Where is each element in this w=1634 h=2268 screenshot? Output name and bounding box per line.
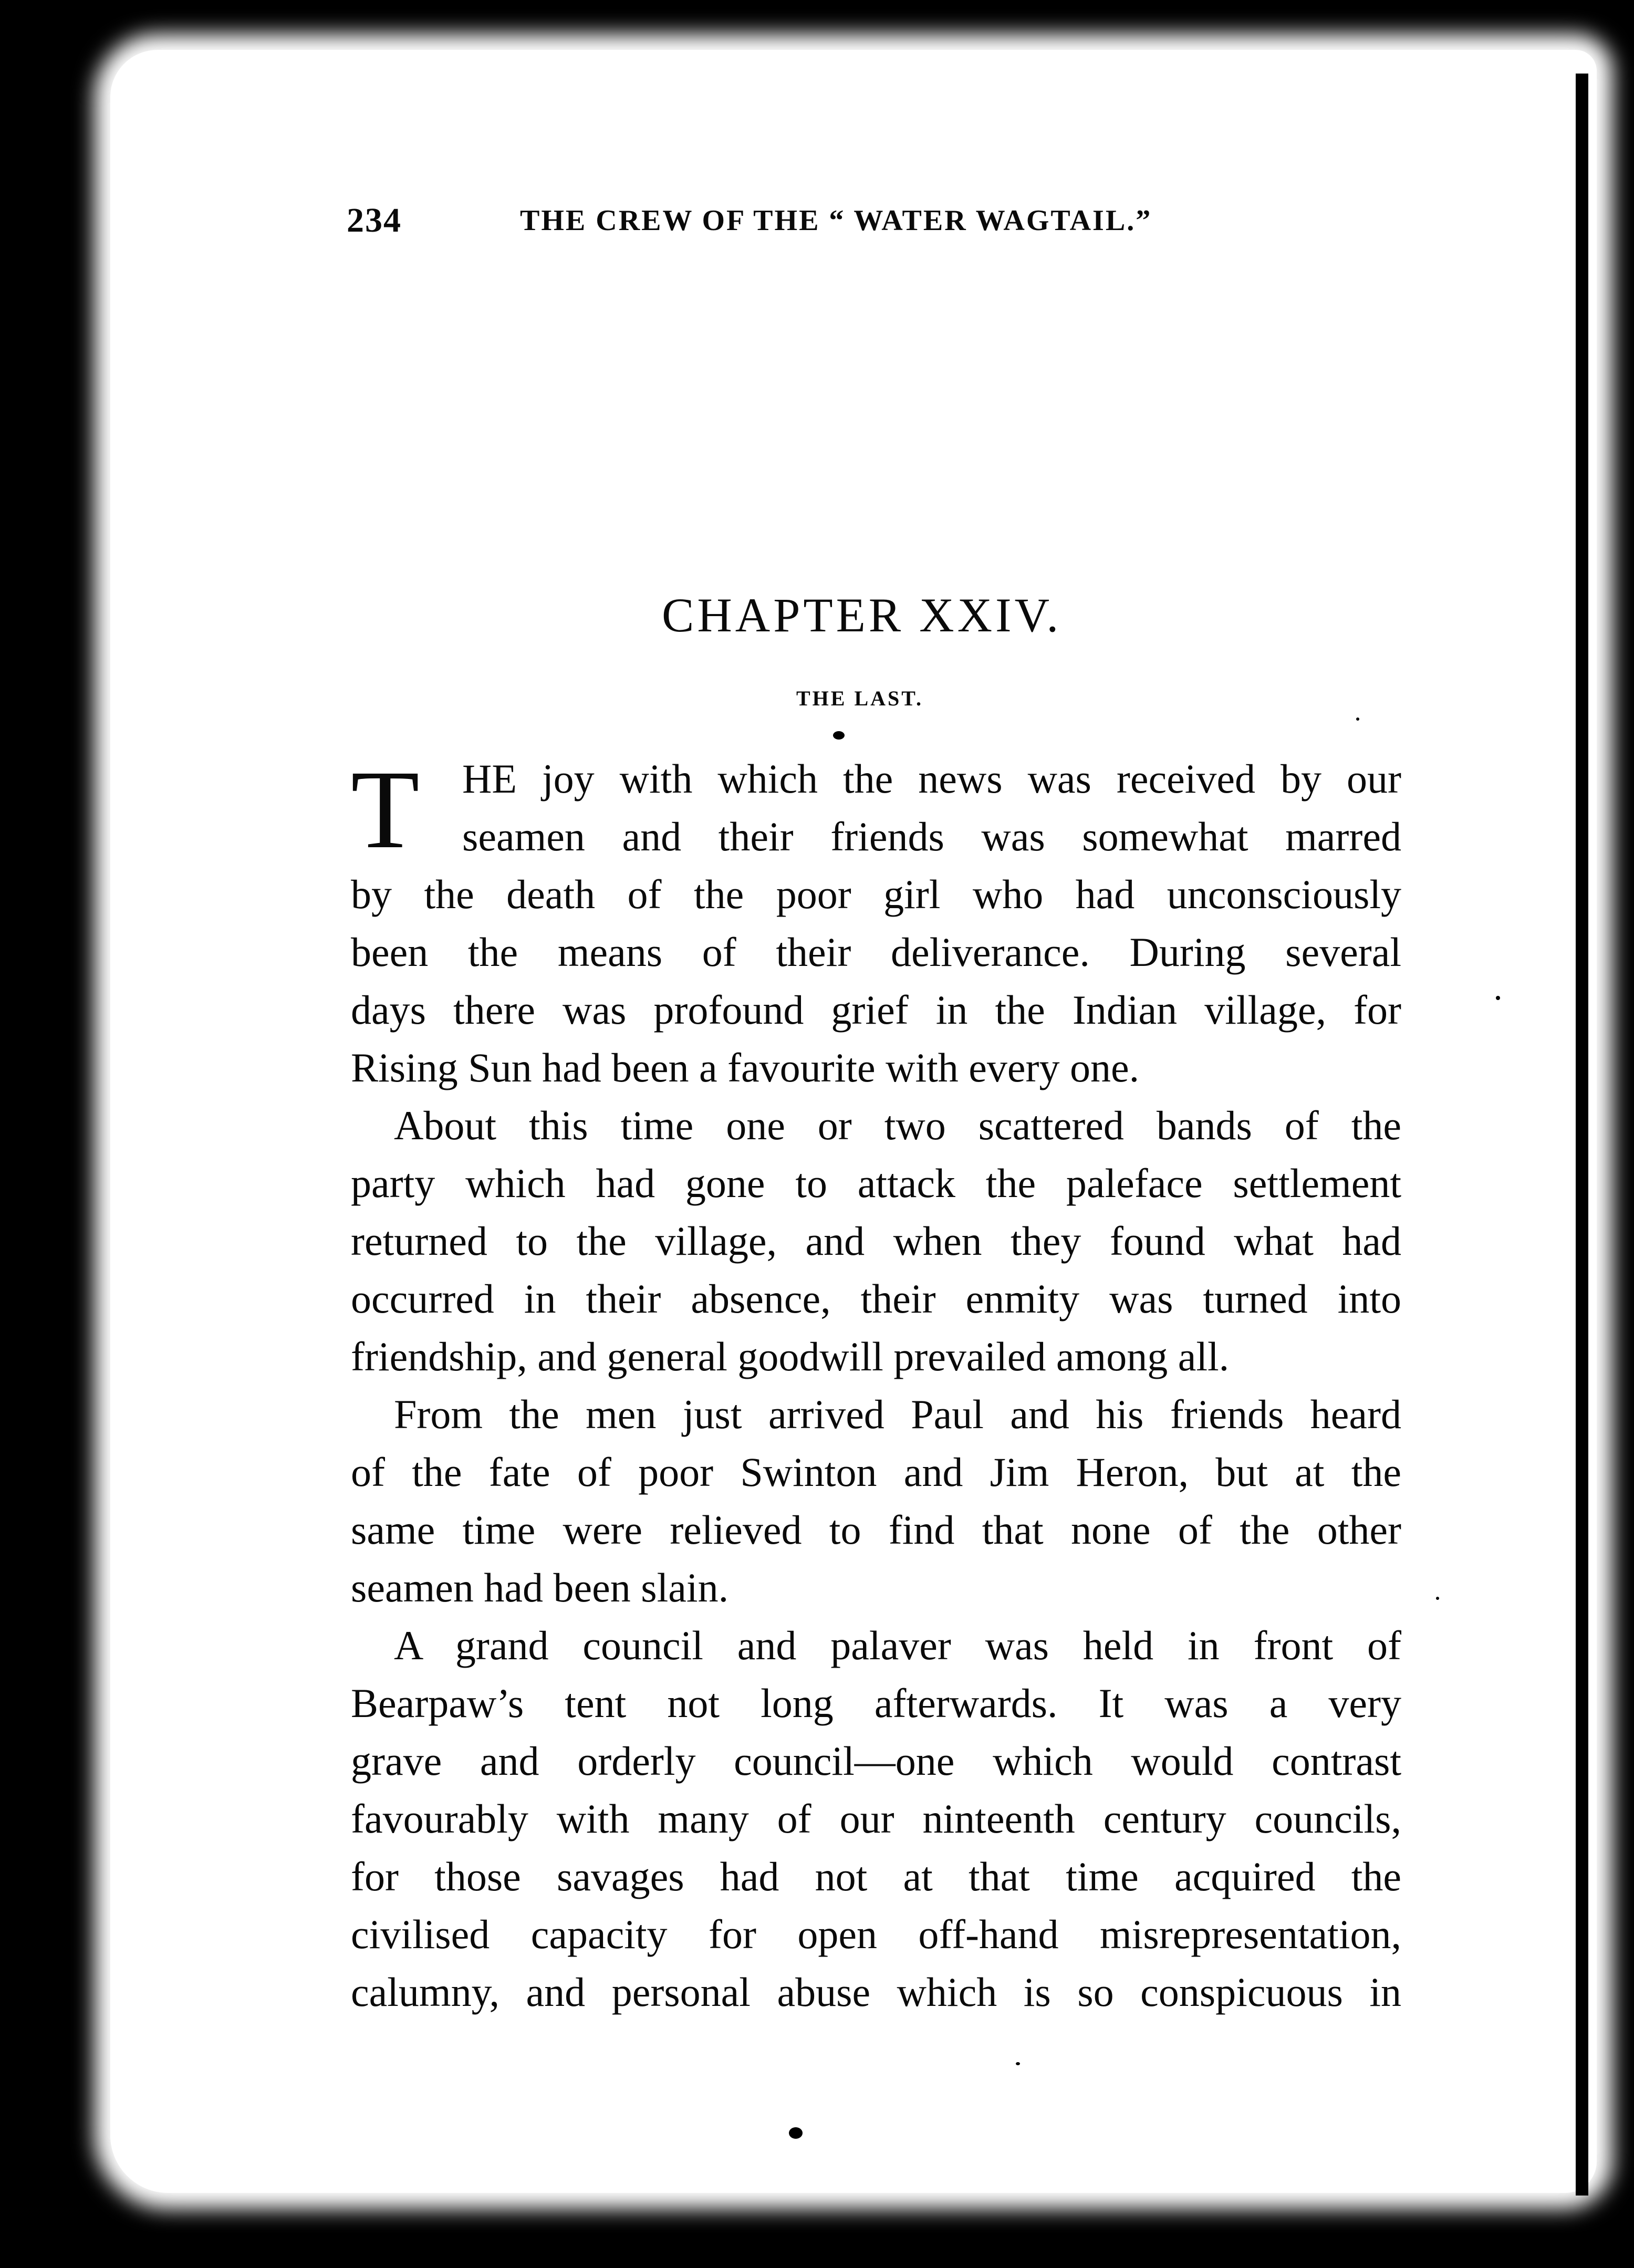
text-line: occurred in their absence, their enmity was turned into [351, 1276, 1401, 1322]
text-line: A grand council and palaver was held in front of [394, 1622, 1401, 1668]
text-line: by the death of the poor girl who had unconsciously [351, 871, 1401, 917]
text-line: friendship, and general goodwill prevailed among all. [351, 1334, 1230, 1379]
text-line: returned to the village, and when they found what had [351, 1218, 1401, 1264]
ink-speck [833, 731, 845, 740]
text-line: From the men just arrived Paul and his friends heard [394, 1391, 1401, 1437]
page-edge-shadow [1576, 74, 1588, 2196]
ink-speck [1436, 1597, 1439, 1600]
drop-cap: T [351, 747, 420, 872]
text-line: days there was profound grief in the Indian village, for [351, 987, 1401, 1033]
ink-speck [1496, 996, 1500, 1000]
text-line: of the fate of poor Swinton and Jim Heron, but at the [351, 1449, 1401, 1495]
text-line: Bearpaw’s tent not long afterwards. It was a very [351, 1680, 1401, 1726]
running-title: THE CREW OF THE “ WATER WAGTAIL.” [520, 204, 1152, 237]
ink-speck [1016, 2062, 1020, 2065]
chapter-title: CHAPTER XXIV. [662, 588, 1062, 642]
text-line: seamen and their friends was somewhat marred [462, 814, 1401, 859]
text-line: same time were relieved to find that none of the other [351, 1507, 1401, 1553]
page-number: 234 [347, 201, 402, 240]
text-line: favourably with many of our ninteenth century councils, [351, 1796, 1401, 1842]
text-line: grave and orderly council—one which would contrast [351, 1738, 1401, 1784]
text-line: About this time one or two scattered bands of the [394, 1102, 1401, 1148]
ink-speck [1356, 717, 1359, 721]
chapter-subtitle: THE LAST. [796, 686, 923, 710]
running-header [347, 201, 1240, 243]
text-line: been the means of their deliverance. During several [351, 929, 1401, 975]
text-line: for those savages had not at that time acquired the [351, 1854, 1401, 1899]
body-text [351, 747, 1401, 2021]
text-line: HE joy with which the news was received by our [462, 756, 1401, 802]
ink-speck [789, 2127, 803, 2139]
text-line: Rising Sun had been a favourite with every one. [351, 1045, 1140, 1090]
text-line: civilised capacity for open off-hand misrepresentation, [351, 1911, 1401, 1957]
text-line: party which had gone to attack the paleface settlement [351, 1160, 1401, 1206]
text-line: seamen had been slain. [351, 1565, 729, 1610]
text-line: calumny, and personal abuse which is so conspicuous in [351, 1969, 1401, 2015]
